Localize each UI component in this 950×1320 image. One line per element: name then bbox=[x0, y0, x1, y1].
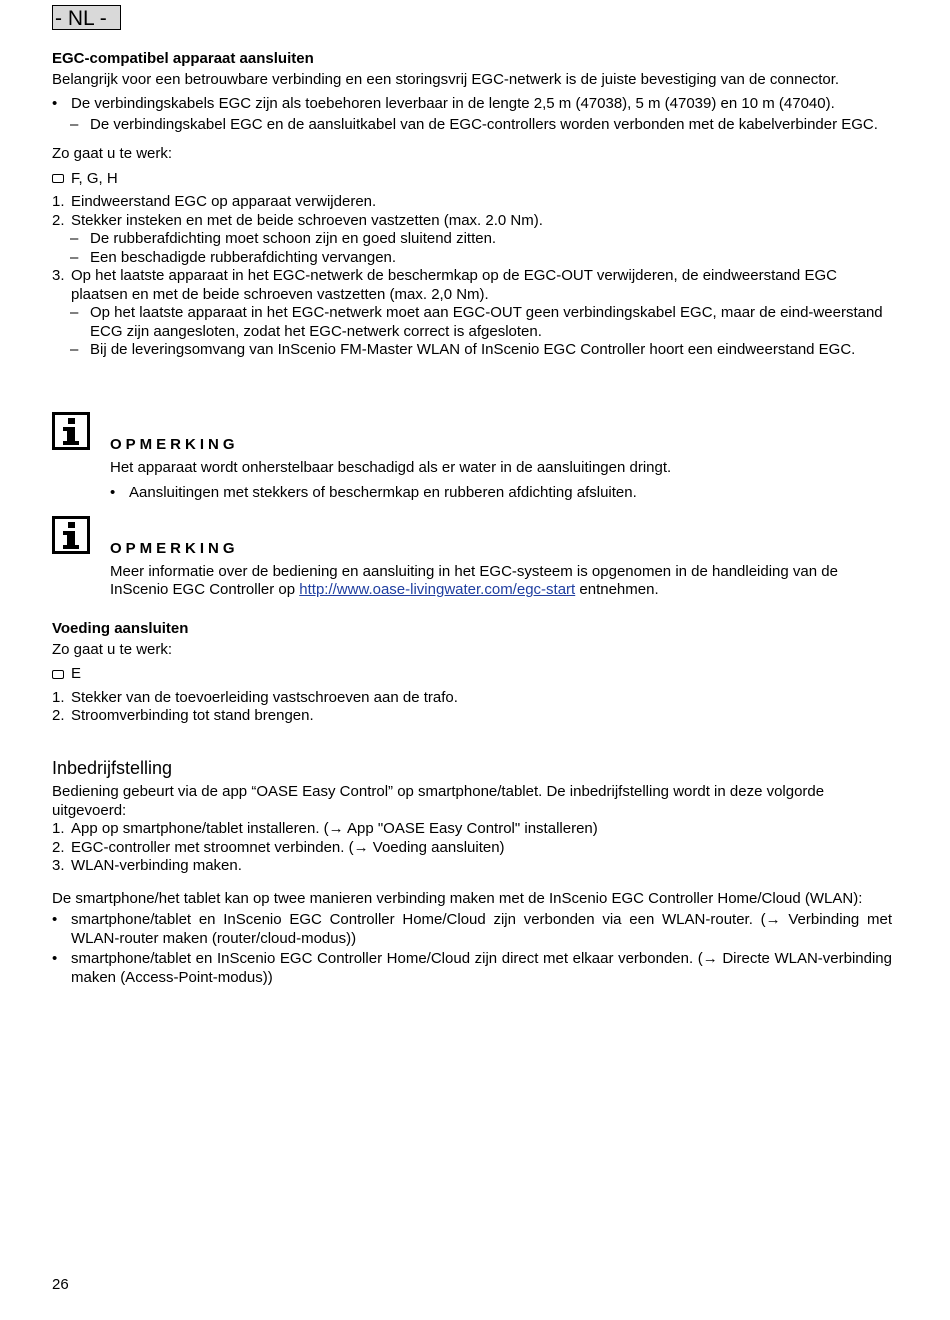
howto-label: Zo gaat u te werk: bbox=[52, 640, 173, 658]
note-warning-water bbox=[110, 436, 890, 503]
step-text: App op smartphone/tablet installeren. (→ App "OASE Easy Control" installeren) bbox=[71, 820, 598, 837]
section-heading: EGC-compatibel apparaat aansluiten bbox=[52, 50, 314, 67]
note-text: Het apparaat wordt onherstelbaar beschadigd als er water in de aansluitingen dringt. bbox=[110, 458, 672, 476]
step-number: 2. bbox=[52, 838, 65, 856]
section-heading: Inbedrijfstelling bbox=[52, 758, 173, 778]
bullet-text: smartphone/tablet en InScenio EGC Controller Home/Cloud zijn verbonden via een WLAN-router. (→ Verbinding met WLAN-router maken (router/cloud-modus)) bbox=[71, 911, 892, 947]
step-item bbox=[52, 839, 892, 858]
step-text: Op het laatste apparaat in het EGC-netwerk de beschermkap op de EGC-OUT verwijderen, de eindweerstand EGC plaatsen en met de beide schroeven vastzetten (max. 2,0 Nm). bbox=[71, 267, 837, 303]
step-number: 1. bbox=[52, 820, 65, 837]
sub-list-item bbox=[52, 116, 892, 135]
step-number: 2. bbox=[52, 707, 65, 724]
note-title: OPMERKING bbox=[110, 436, 239, 453]
figure-reference bbox=[52, 665, 892, 684]
sub-list-item bbox=[52, 304, 892, 341]
step-text: Stroomverbinding tot stand brengen. bbox=[71, 707, 314, 724]
language-badge: - NL - bbox=[52, 5, 121, 30]
step-item bbox=[52, 267, 892, 304]
step-item bbox=[52, 212, 892, 231]
egc-start-link[interactable]: http://www.oase-livingwater.com/egc-start bbox=[299, 581, 576, 598]
step-number: 1. bbox=[52, 688, 65, 706]
step-item bbox=[52, 820, 892, 839]
figure-ref-text: F, G, H bbox=[71, 169, 118, 187]
step-text: WLAN-verbinding maken. bbox=[71, 857, 242, 874]
sub-item-text: Een beschadigde rubberafdichting vervangen. bbox=[90, 248, 397, 266]
sub-list-item bbox=[52, 230, 892, 249]
section-commissioning bbox=[52, 757, 892, 987]
sub-list-item bbox=[52, 249, 892, 268]
dash-marker: – bbox=[70, 230, 79, 247]
note-title: OPMERKING bbox=[110, 540, 239, 557]
figure-ref-text: E bbox=[71, 665, 82, 682]
bullet-text: Aansluitingen met stekkers of beschermkap en rubberen afdichting afsluiten. bbox=[129, 484, 637, 501]
step-number: 2. bbox=[52, 211, 65, 229]
howto-label: Zo gaat u te werk: bbox=[52, 145, 173, 162]
figure-icon bbox=[52, 670, 64, 679]
steps-list bbox=[52, 689, 892, 726]
step-text: Stekker van de toevoerleiding vastschroeven aan de trafo. bbox=[71, 688, 458, 706]
info-icon bbox=[52, 516, 92, 560]
section-power bbox=[52, 620, 892, 726]
note-text bbox=[110, 563, 890, 600]
steps-list bbox=[52, 820, 892, 876]
sub-item-text: Bij de leveringsomvang van InScenio FM-Master WLAN of InScenio EGC Controller hoort een eindweerstand EGC. bbox=[90, 341, 856, 358]
step-number: 3. bbox=[52, 267, 65, 284]
note-more-info bbox=[110, 540, 890, 600]
sub-item-text: De rubberafdichting moet schoon zijn en goed sluitend zitten. bbox=[90, 230, 497, 247]
list-item bbox=[52, 95, 892, 114]
step-item bbox=[52, 707, 892, 726]
step-text: EGC-controller met stroomnet verbinden. (→ Voeding aansluiten) bbox=[71, 838, 505, 856]
note-text-before: Meer informatie over de bediening en aansluiting in het EGC-systeem is opgenomen in de handleiding van de InScenio EGC Controller op bbox=[110, 562, 838, 598]
figure-icon bbox=[52, 174, 64, 183]
page-number: 26 bbox=[52, 1276, 69, 1293]
bullet-marker: • bbox=[110, 484, 116, 501]
step-text: Eindweerstand EGC op apparaat verwijderen. bbox=[71, 193, 377, 210]
list-item bbox=[52, 950, 892, 987]
dash-marker: – bbox=[70, 248, 79, 266]
bullet-text: smartphone/tablet en InScenio EGC Controller Home/Cloud zijn direct met elkaar verbonden. (→ Directe WLAN-verbinding maken (Access-Point-modus)) bbox=[71, 950, 892, 986]
dash-marker: – bbox=[70, 115, 79, 133]
intro-text: Bediening gebeurt via de app “OASE Easy Control” op smartphone/tablet. De inbedrijfstelling wordt in deze volgorde uitgevoerd: bbox=[52, 783, 825, 819]
dash-marker: – bbox=[70, 304, 79, 321]
step-item bbox=[52, 689, 892, 708]
dash-marker: – bbox=[70, 341, 79, 358]
paragraph: De smartphone/het tablet kan op twee manieren verbinding maken met de InScenio EGC Controller Home/Cloud (WLAN): bbox=[52, 889, 863, 907]
step-item bbox=[52, 857, 892, 876]
sub-item-text: De verbindingskabel EGC en de aansluitkabel van de EGC-controllers worden verbonden met de kabelverbinder EGC. bbox=[90, 115, 878, 133]
info-icon bbox=[52, 412, 92, 456]
section-heading: Voeding aansluiten bbox=[52, 620, 189, 637]
bullet-text: De verbindingskabels EGC zijn als toebehoren leverbaar in de lengte 2,5 m (47038), 5 m (47039) en 10 m (47040). bbox=[71, 95, 835, 112]
intro-text: Belangrijk voor een betrouwbare verbinding en een storingsvrij EGC-netwerk is de juiste bevestiging van de connector. bbox=[52, 70, 840, 88]
step-item bbox=[52, 193, 892, 212]
list-item bbox=[110, 484, 890, 503]
sub-item-text: Op het laatste apparaat in het EGC-netwerk moet aan EGC-OUT geen verbindingskabel EGC, maar de eind-weerstand ECG zijn aangesloten, zodat het EGC-netwerk correct is afgesloten. bbox=[90, 304, 883, 340]
steps-list bbox=[52, 193, 892, 360]
step-number: 1. bbox=[52, 193, 65, 210]
figure-reference bbox=[52, 170, 892, 189]
step-text: Stekker insteken en met de beide schroeven vastzetten (max. 2.0 Nm). bbox=[71, 211, 543, 229]
list-item bbox=[52, 911, 892, 948]
bullet-marker: • bbox=[52, 911, 58, 928]
note-text-after: entnehmen. bbox=[575, 581, 659, 598]
bullet-marker: • bbox=[52, 950, 58, 967]
sub-list-item bbox=[52, 341, 892, 360]
step-number: 3. bbox=[52, 857, 65, 874]
section-egc-connect bbox=[52, 50, 892, 360]
bullet-marker: • bbox=[52, 95, 58, 112]
